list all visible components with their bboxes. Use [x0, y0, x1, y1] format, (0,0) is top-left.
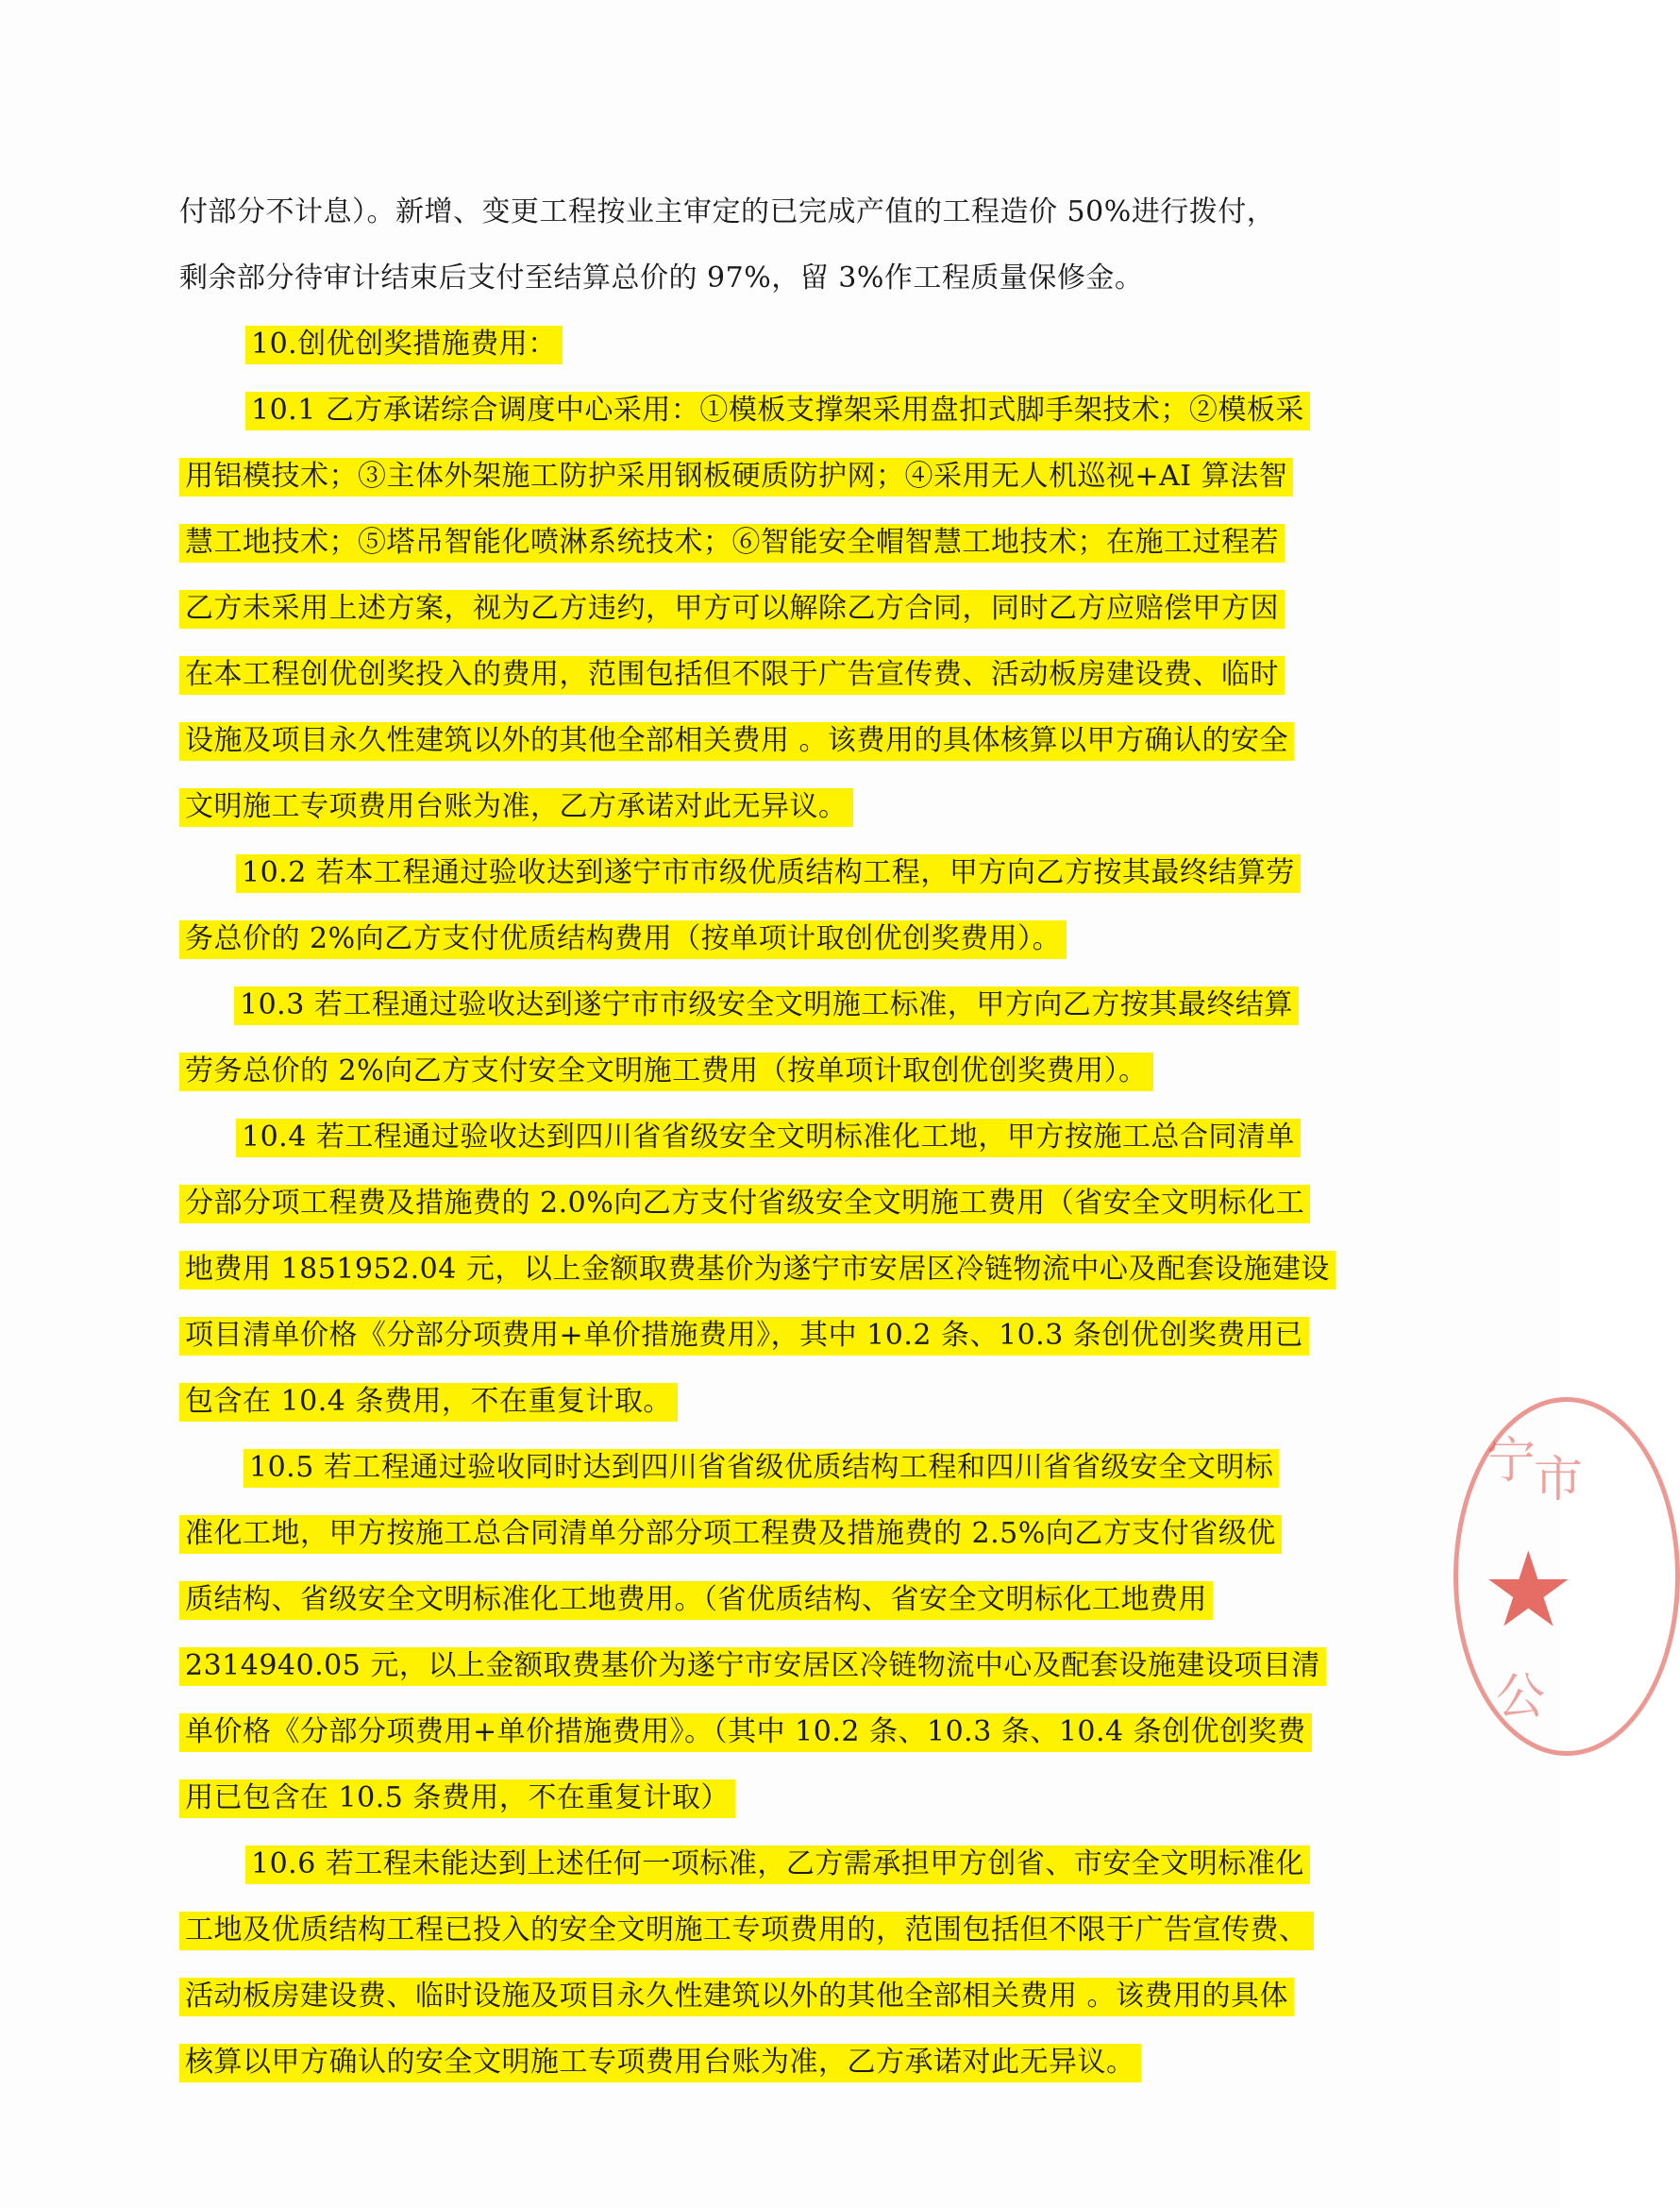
- clause-10-2: 10.2 若本工程通过验收达到遂宁市市级优质结构工程，甲方向乙方按其最终结算劳: [179, 854, 1397, 892]
- text-line: 单价格《分部分项费用+单价措施费用》。（其中 10.2 条、10.3 条、10.4 条创优创奖费: [179, 1713, 1397, 1751]
- seal-char: 宁: [1487, 1433, 1537, 1490]
- text-line: 用已包含在 10.5 条费用，不在重复计取）: [179, 1779, 1397, 1817]
- text-line: 地费用 1851952.04 元，以上金额取费基价为遂宁市安居区冷链物流中心及配套设施建设: [179, 1251, 1397, 1289]
- text-line: 质结构、省级安全文明标准化工地费用。（省优质结构、省安全文明标化工地费用: [179, 1581, 1397, 1619]
- text-line: 工地及优质结构工程已投入的安全文明施工专项费用的，范围包括但不限于广告宣传费、: [179, 1912, 1397, 1949]
- text-line: 活动板房建设费、临时设施及项目永久性建筑以外的其他全部相关费用 。该费用的具体: [179, 1978, 1397, 2015]
- clause-10-5: 10.5 若工程通过验收同时达到四川省省级优质结构工程和四川省省级安全文明标: [179, 1449, 1397, 1487]
- text-line: 剩余部分待审计结束后支付至结算总价的 97%，留 3%作工程质量保修金。: [179, 261, 1144, 295]
- text-line: 务总价的 2%向乙方支付优质结构费用（按单项计取创优创奖费用）。: [179, 920, 1397, 958]
- text-line: 付部分不计息）。新增、变更工程按业主审定的已完成产值的工程造价 50%进行拨付，: [179, 195, 1276, 228]
- text-line: 慧工地技术；⑤塔吊智能化喷淋系统技术；⑥智能安全帽智慧工地技术；在施工过程若: [179, 524, 1397, 562]
- text-line: 设施及项目永久性建筑以外的其他全部相关费用 。该费用的具体核算以甲方确认的安全: [179, 722, 1397, 760]
- text-line: 劳务总价的 2%向乙方支付安全文明施工费用（按单项计取创优创奖费用）。: [179, 1053, 1397, 1090]
- clause-10-4: 10.4 若工程通过验收达到四川省省级安全文明标准化工地，甲方按施工总合同清单: [179, 1119, 1397, 1156]
- text-line: 项目清单价格《分部分项费用+单价措施费用》，其中 10.2 条、10.3 条创优创奖费用已: [179, 1317, 1397, 1355]
- text-line: 用铝模技术；③主体外架施工防护采用钢板硬质防护网；④采用无人机巡视+AI 算法智: [179, 458, 1397, 496]
- text-line: 在本工程创优创奖投入的费用，范围包括但不限于广告宣传费、活动板房建设费、临时: [179, 656, 1397, 694]
- text-line: 2314940.05 元，以上金额取费基价为遂宁市安居区冷链物流中心及配套设施建设项目清: [179, 1647, 1397, 1685]
- clause-10-6: 10.6 若工程未能达到上述任何一项标准，乙方需承担甲方创省、市安全文明标准化: [179, 1846, 1397, 1883]
- seal-char: 市: [1534, 1452, 1584, 1509]
- text-line: 文明施工专项费用台账为准，乙方承诺对此无异议。: [179, 788, 1397, 826]
- text-line: 包含在 10.4 条费用，不在重复计取。: [179, 1383, 1397, 1421]
- section-heading: [179, 326, 1397, 363]
- clause-10-3: 10.3 若工程通过验收达到遂宁市市级安全文明施工标准，甲方向乙方按其最终结算: [179, 986, 1397, 1024]
- seal-star-icon: ★: [1482, 1529, 1575, 1650]
- highlighted-text: 10.创优创奖措施费用：: [245, 326, 563, 364]
- text-line: 准化工地，甲方按施工总合同清单分部分项工程费及措施费的 2.5%向乙方支付省级优: [179, 1515, 1397, 1553]
- seal-char: 公: [1496, 1669, 1546, 1726]
- text-line: 分部分项工程费及措施费的 2.0%向乙方支付省级安全文明施工费用（省安全文明标化工: [179, 1185, 1397, 1222]
- text-line: 核算以甲方确认的安全文明施工专项费用台账为准，乙方承诺对此无异议。: [179, 2044, 1397, 2082]
- clause-10-1: 10.1 乙方承诺综合调度中心采用：①模板支撑架采用盘扣式脚手架技术；②模板采: [179, 392, 1397, 430]
- document-body: [179, 194, 1397, 2110]
- text-line: 乙方未采用上述方案，视为乙方违约，甲方可以解除乙方合同，同时乙方应赔偿甲方因: [179, 590, 1397, 628]
